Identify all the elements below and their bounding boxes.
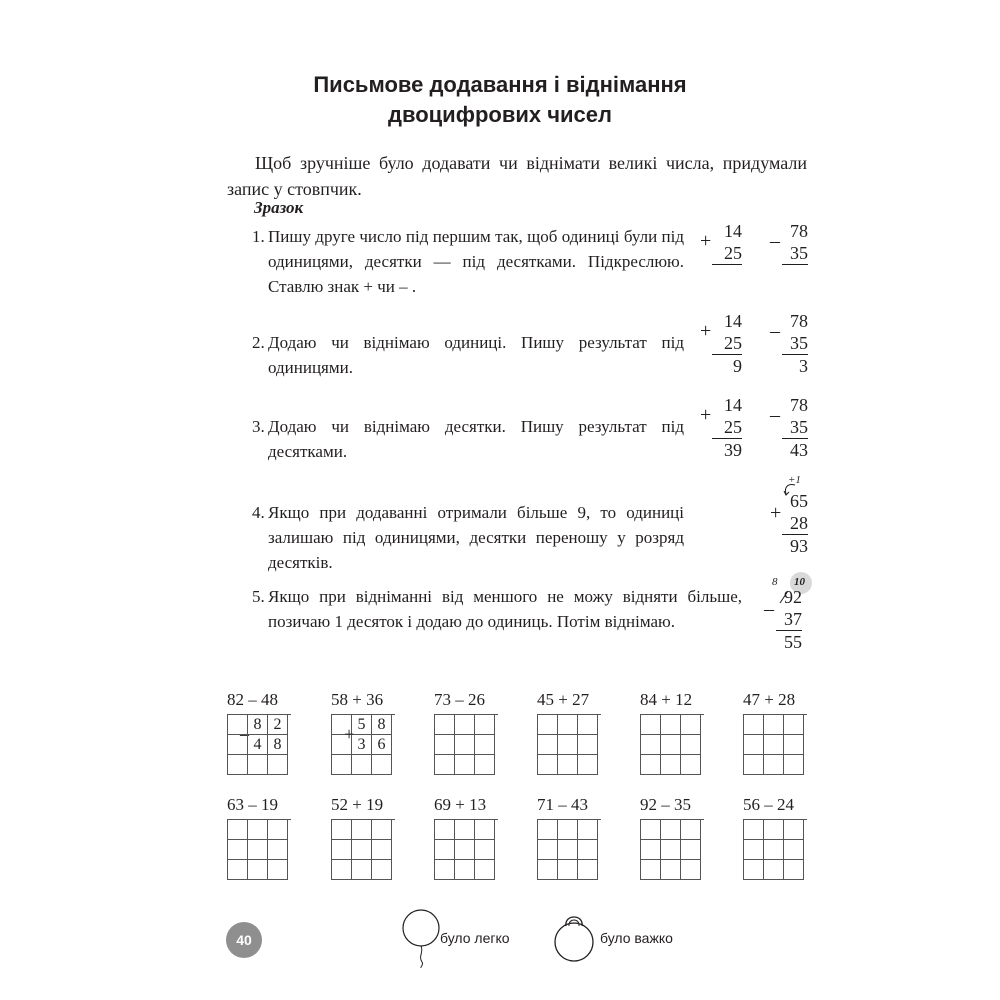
grid-cell[interactable] bbox=[764, 820, 784, 840]
grid-cell[interactable] bbox=[228, 735, 248, 755]
grid-cell[interactable] bbox=[268, 860, 288, 880]
grid-cell[interactable] bbox=[475, 840, 495, 860]
grid-cell[interactable] bbox=[248, 840, 268, 860]
exercise bbox=[743, 690, 821, 775]
exercise-label: 73 – 26 bbox=[434, 690, 485, 709]
grid-cell[interactable] bbox=[455, 715, 475, 735]
minus-sign: – bbox=[770, 320, 780, 342]
grid-cell[interactable]: 3 bbox=[352, 735, 372, 755]
minus-sign: – bbox=[764, 598, 774, 620]
intro-paragraph: Щоб зручніше було додавати чи віднімати великі числа, придумали запис у стовпчик. bbox=[227, 153, 807, 199]
result: 93 bbox=[790, 536, 808, 556]
grid-cell[interactable] bbox=[578, 715, 598, 735]
exercise-label: 47 + 28 bbox=[743, 690, 796, 709]
grid-cell[interactable] bbox=[332, 860, 352, 880]
operand-a: 92 bbox=[784, 587, 802, 607]
grid-cell[interactable] bbox=[578, 755, 598, 775]
result: 55 bbox=[784, 632, 802, 652]
grid-cell[interactable] bbox=[228, 820, 248, 840]
grid-cell[interactable] bbox=[268, 755, 288, 775]
answer-grid[interactable] bbox=[434, 819, 498, 880]
column-example-add bbox=[700, 220, 742, 265]
exercise bbox=[227, 795, 305, 880]
grid-cell[interactable] bbox=[681, 715, 701, 735]
grid-cell[interactable] bbox=[641, 840, 661, 860]
grid-cell[interactable] bbox=[268, 840, 288, 860]
grid-cell[interactable] bbox=[475, 860, 495, 880]
grid-cell[interactable] bbox=[538, 755, 558, 775]
grid-cell[interactable] bbox=[475, 715, 495, 735]
grid-cell[interactable] bbox=[352, 860, 372, 880]
operand-b: 37 bbox=[776, 608, 802, 631]
grid-cell[interactable] bbox=[538, 840, 558, 860]
grid-cell[interactable] bbox=[641, 715, 661, 735]
exercise bbox=[331, 690, 409, 775]
grid-cell[interactable] bbox=[538, 735, 558, 755]
grid-cell[interactable] bbox=[352, 755, 372, 775]
plus-sign: + bbox=[700, 230, 712, 252]
result: 9 bbox=[733, 356, 742, 376]
grid-cell[interactable] bbox=[352, 820, 372, 840]
grid-cell[interactable]: 6 bbox=[372, 735, 392, 755]
operand-a: 14 bbox=[724, 395, 742, 415]
grid-cell[interactable]: 8 bbox=[372, 715, 392, 735]
grid-cell[interactable]: 5 + bbox=[352, 715, 372, 735]
operand-a: 78 bbox=[790, 311, 808, 331]
exercise bbox=[434, 690, 512, 775]
exercise-label: 84 + 12 bbox=[640, 690, 693, 709]
answer-grid[interactable] bbox=[331, 819, 395, 880]
grid-cell[interactable] bbox=[764, 735, 784, 755]
grid-cell[interactable] bbox=[578, 860, 598, 880]
exercise-label: 82 – 48 bbox=[227, 690, 278, 709]
grid-cell[interactable] bbox=[784, 820, 804, 840]
step-3 bbox=[252, 414, 684, 464]
grid-cell[interactable] bbox=[744, 755, 764, 775]
feedback-hard-label[interactable]: було важко bbox=[600, 930, 673, 946]
step-text: Якщо при відніманні від меншого не можу відняти більше, позичаю 1 десяток і додаю до одиниць. Потім віднімаю. bbox=[268, 587, 742, 631]
grid-cell[interactable] bbox=[332, 820, 352, 840]
grid-cell[interactable] bbox=[455, 820, 475, 840]
grid-cell[interactable] bbox=[578, 820, 598, 840]
grid-cell[interactable] bbox=[641, 755, 661, 775]
operand-a: 78 bbox=[790, 221, 808, 241]
answer-grid[interactable] bbox=[743, 714, 807, 775]
answer-grid[interactable] bbox=[434, 714, 498, 775]
step-2 bbox=[252, 330, 684, 380]
exercise bbox=[331, 795, 409, 880]
minus-sign: – bbox=[240, 724, 249, 744]
step-number: 3. bbox=[252, 417, 265, 436]
answer-grid[interactable] bbox=[537, 819, 601, 880]
borrow-units-label: 10 bbox=[794, 576, 805, 588]
grid-cell[interactable] bbox=[641, 820, 661, 840]
title-line-2: двоцифрових чисел bbox=[388, 102, 612, 127]
operand-a: 65 bbox=[790, 491, 808, 511]
grid-cell[interactable] bbox=[764, 755, 784, 775]
grid-cell[interactable] bbox=[661, 820, 681, 840]
exercise-label: 69 + 13 bbox=[434, 795, 487, 814]
grid-cell[interactable] bbox=[228, 755, 248, 775]
operand-b: 35 bbox=[782, 416, 808, 439]
grid-cell[interactable] bbox=[435, 755, 455, 775]
operand-b: 25 bbox=[712, 416, 742, 439]
column-example-sub bbox=[770, 310, 808, 377]
grid-cell[interactable] bbox=[558, 735, 578, 755]
grid-cell[interactable] bbox=[661, 840, 681, 860]
plus-sign: + bbox=[700, 404, 712, 426]
step-text: Додаю чи віднімаю десятки. Пишу результат під десятками. bbox=[268, 417, 684, 461]
grid-cell[interactable] bbox=[332, 755, 352, 775]
answer-grid[interactable] bbox=[640, 819, 704, 880]
grid-cell[interactable]: 2 bbox=[268, 715, 288, 735]
grid-cell[interactable] bbox=[764, 840, 784, 860]
grid-cell[interactable] bbox=[744, 860, 764, 880]
grid-cell[interactable] bbox=[681, 860, 701, 880]
grid-cell[interactable] bbox=[784, 840, 804, 860]
grid-cell[interactable] bbox=[661, 735, 681, 755]
borrow-tens-label: 8 bbox=[772, 576, 778, 588]
exercise-label: 56 – 24 bbox=[743, 795, 794, 814]
exercise bbox=[743, 795, 821, 880]
column-example-add bbox=[700, 310, 742, 377]
grid-cell[interactable] bbox=[538, 860, 558, 880]
exercise-label: 92 – 35 bbox=[640, 795, 691, 814]
column-example-sub bbox=[770, 220, 808, 265]
plus-sign: + bbox=[700, 320, 712, 342]
grid-cell[interactable] bbox=[558, 840, 578, 860]
grid-cell[interactable] bbox=[558, 820, 578, 840]
grid-cell[interactable] bbox=[455, 860, 475, 880]
grid-cell[interactable] bbox=[784, 755, 804, 775]
grid-cell[interactable]: 4 bbox=[248, 735, 268, 755]
operand-b: 25 bbox=[712, 242, 742, 265]
grid-cell[interactable] bbox=[372, 820, 392, 840]
grid-cell[interactable] bbox=[744, 715, 764, 735]
grid-cell[interactable] bbox=[744, 840, 764, 860]
sample-label: Зразок bbox=[254, 198, 304, 217]
exercise-label: 71 – 43 bbox=[537, 795, 588, 814]
grid-cell[interactable] bbox=[558, 755, 578, 775]
plus-sign: + bbox=[344, 724, 355, 744]
grid-cell[interactable] bbox=[681, 820, 701, 840]
grid-cell[interactable] bbox=[372, 840, 392, 860]
operand-b: 35 bbox=[782, 242, 808, 265]
grid-cell[interactable] bbox=[332, 735, 352, 755]
grid-cell[interactable] bbox=[435, 860, 455, 880]
grid-cell[interactable] bbox=[435, 715, 455, 735]
operand-a: 78 bbox=[790, 395, 808, 415]
grid-cell[interactable] bbox=[661, 715, 681, 735]
grid-cell[interactable] bbox=[228, 860, 248, 880]
exercise bbox=[537, 795, 615, 880]
grid-cell[interactable]: 8 bbox=[268, 735, 288, 755]
grid-cell[interactable] bbox=[538, 715, 558, 735]
step-text: Додаю чи віднімаю одиниці. Пишу результат під одиницями. bbox=[268, 333, 684, 377]
grid-cell[interactable] bbox=[352, 840, 372, 860]
step-1 bbox=[252, 224, 684, 299]
operand-a: 14 bbox=[724, 221, 742, 241]
exercise bbox=[434, 795, 512, 880]
grid-cell[interactable] bbox=[661, 755, 681, 775]
grid-cell[interactable] bbox=[744, 820, 764, 840]
grid-cell[interactable] bbox=[455, 840, 475, 860]
page-title bbox=[0, 70, 1000, 130]
grid-cell[interactable] bbox=[764, 860, 784, 880]
minus-sign: – bbox=[770, 404, 780, 426]
grid-cell[interactable] bbox=[784, 715, 804, 735]
grid-cell[interactable] bbox=[558, 860, 578, 880]
grid-cell[interactable] bbox=[538, 820, 558, 840]
grid-cell[interactable] bbox=[455, 755, 475, 775]
grid-cell[interactable] bbox=[641, 735, 661, 755]
column-example-sub bbox=[770, 394, 808, 461]
grid-cell[interactable] bbox=[558, 715, 578, 735]
grid-cell[interactable] bbox=[248, 755, 268, 775]
grid-cell[interactable] bbox=[435, 735, 455, 755]
grid-cell[interactable] bbox=[681, 735, 701, 755]
grid-cell[interactable] bbox=[681, 840, 701, 860]
grid-cell[interactable] bbox=[435, 840, 455, 860]
step-number: 4. bbox=[252, 503, 265, 522]
grid-cell[interactable] bbox=[681, 755, 701, 775]
grid-cell[interactable] bbox=[744, 735, 764, 755]
grid-cell[interactable] bbox=[475, 755, 495, 775]
answer-grid[interactable] bbox=[331, 714, 395, 775]
step-number: 5. bbox=[252, 587, 265, 606]
grid-cell[interactable] bbox=[764, 715, 784, 735]
step-5 bbox=[252, 584, 742, 634]
carry-label: +1 bbox=[788, 474, 801, 486]
operand-b: 35 bbox=[782, 332, 808, 355]
weight-icon[interactable] bbox=[550, 908, 598, 964]
grid-cell[interactable] bbox=[248, 820, 268, 840]
answer-grid[interactable] bbox=[227, 819, 291, 880]
operand-a: 14 bbox=[724, 311, 742, 331]
grid-cell[interactable] bbox=[784, 860, 804, 880]
exercise bbox=[640, 690, 718, 775]
grid-cell[interactable] bbox=[372, 860, 392, 880]
step-number: 2. bbox=[252, 333, 265, 352]
result: 39 bbox=[724, 440, 742, 460]
step-text: Пишу друге число під першим так, щоб одиниці були під одиницями, десятки — під десятками. Підкреслюю. Ставлю знак + чи – . bbox=[268, 227, 684, 296]
grid-cell[interactable] bbox=[248, 860, 268, 880]
grid-cell[interactable] bbox=[268, 820, 288, 840]
grid-cell[interactable] bbox=[784, 735, 804, 755]
grid-cell[interactable] bbox=[578, 735, 598, 755]
grid-cell[interactable] bbox=[435, 820, 455, 840]
page-number: 40 bbox=[226, 922, 262, 958]
step-number: 1. bbox=[252, 227, 265, 246]
exercise bbox=[537, 690, 615, 775]
grid-cell[interactable] bbox=[475, 820, 495, 840]
exercise-label: 45 + 27 bbox=[537, 690, 590, 709]
feedback-easy-label[interactable]: було легко bbox=[440, 930, 510, 946]
minus-sign: – bbox=[770, 230, 780, 252]
exercise-label: 58 + 36 bbox=[331, 690, 384, 709]
result: 43 bbox=[790, 440, 808, 460]
plus-sign: + bbox=[770, 502, 782, 524]
operand-b: 25 bbox=[712, 332, 742, 355]
answer-grid[interactable] bbox=[537, 714, 601, 775]
answer-grid[interactable] bbox=[743, 819, 807, 880]
grid-cell[interactable] bbox=[475, 735, 495, 755]
column-example-carry bbox=[770, 490, 808, 557]
operand-b: 28 bbox=[782, 512, 808, 535]
grid-cell[interactable] bbox=[641, 860, 661, 880]
exercise bbox=[640, 795, 718, 880]
exercise-label: 63 – 19 bbox=[227, 795, 278, 814]
answer-grid[interactable] bbox=[227, 714, 291, 775]
grid-cell[interactable]: 8 – bbox=[248, 715, 268, 735]
column-example-add bbox=[700, 394, 742, 461]
step-4 bbox=[252, 500, 684, 575]
grid-cell[interactable] bbox=[661, 860, 681, 880]
title-line-1: Письмове додавання і віднімання bbox=[313, 72, 687, 97]
exercise bbox=[227, 690, 305, 775]
grid-cell[interactable] bbox=[372, 755, 392, 775]
grid-cell[interactable] bbox=[578, 840, 598, 860]
grid-cell[interactable] bbox=[228, 840, 248, 860]
grid-cell[interactable] bbox=[332, 840, 352, 860]
strike-line-icon bbox=[778, 590, 790, 604]
step-text: Якщо при додаванні отримали більше 9, то одиниці залишаю під одиницями, десятки переношу у розряд десятків. bbox=[268, 503, 684, 572]
answer-grid[interactable] bbox=[640, 714, 704, 775]
result: 3 bbox=[799, 356, 808, 376]
exercise-label: 52 + 19 bbox=[331, 795, 384, 814]
grid-cell[interactable] bbox=[455, 735, 475, 755]
